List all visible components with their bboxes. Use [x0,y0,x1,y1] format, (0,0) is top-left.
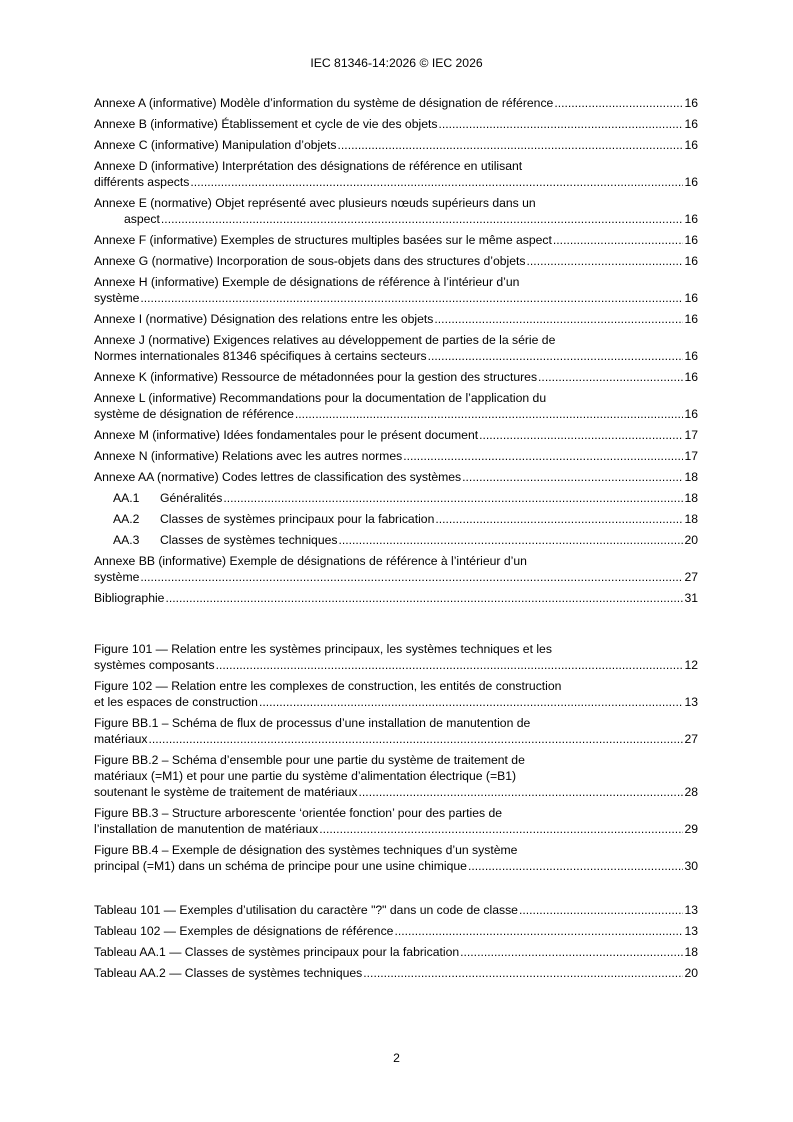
toc-entry-title [113,532,337,548]
toc-entry-table[interactable] [94,944,698,960]
toc-entry-title: système de désignation de référence [94,407,294,421]
toc-entry-annex[interactable] [94,253,698,269]
toc-entry-line [94,348,698,364]
toc-entry-title: Annexe G (normative) Incorporation de sous-objets dans des structures d’objets [94,254,526,268]
toc-entry-annex[interactable] [94,116,698,132]
toc-entry-title: principal (=M1) dans un schéma de principe pour une usine chimique [94,859,467,873]
toc-entry-line [113,490,698,506]
toc-entry-figure[interactable] [94,641,698,673]
toc-entry-line-1: Annexe D (informative) Interprétation des désignations de référence en utilisant [94,159,523,173]
toc-entry-figure[interactable] [94,752,698,800]
toc-entry-title: Annexe I (normative) Désignation des relations entre les objets [94,312,434,326]
toc-entry-line [94,116,698,132]
toc-entry-title: systèmes composants [94,658,215,672]
toc-entry-line-2: matériaux (=M1) et pour une partie du système d’alimentation électrique (=B1) [94,769,517,783]
subsection-number: AA.3 [113,533,140,547]
toc-entry-title [113,490,222,506]
toc-entry-line [94,784,698,800]
dot-leader [538,369,683,385]
toc-page-number: 16 [684,254,698,268]
toc-entry-title: Annexe C (informative) Manipulation d’objets [94,138,337,152]
toc-entry-line [94,731,698,747]
toc-page-number: 20 [684,966,698,980]
toc-entry-line [94,427,698,443]
toc-entry-annex[interactable] [94,158,698,190]
toc-page-number: 16 [684,349,698,363]
subsection-title: Classes de systèmes principaux pour la fabrication [160,512,435,526]
toc-page-number: 16 [684,96,698,110]
toc-entry-title: Annexe AA (normative) Codes lettres de classification des systèmes [94,470,462,484]
toc-entry-title: Annexe F (informative) Exemples de structures multiples basées sur le même aspect [94,233,552,247]
toc-entry-title: matériaux [94,732,148,746]
dot-leader [165,590,683,606]
toc-entry-line [94,369,698,385]
toc-page-number: 28 [684,785,698,799]
toc-entry-title: Annexe B (informative) Établissement et cycle de vie des objets [94,117,438,131]
toc-page-number: 31 [684,591,698,605]
toc-page-number: 13 [684,924,698,938]
subsection-number: AA.1 [113,491,140,505]
toc-figures [94,641,698,879]
toc-entry-annex-bb[interactable] [94,553,698,585]
toc-entry-title: et les espaces de construction [94,695,258,709]
dot-leader [190,174,683,190]
toc-entry-line [94,95,698,111]
toc-entry-line [94,902,698,918]
toc-entry-line-1: Figure BB.2 – Schéma d’ensemble pour une partie du système de traitement de [94,753,525,767]
toc-entry-bibliography[interactable] [94,590,698,606]
toc-entry-table[interactable] [94,923,698,939]
dot-leader [338,137,684,153]
toc-entry-annex[interactable] [94,427,698,443]
toc-entry-line [94,469,698,485]
dot-leader [149,731,684,747]
dot-leader [140,290,683,306]
toc-annexes [94,95,698,611]
toc-entry-line-1: Figure 101 — Relation entre les systèmes principaux, les systèmes techniques et les [94,642,552,656]
toc-entry-line [94,965,698,981]
toc-entry-annex[interactable] [94,332,698,364]
toc-entry-title: Annexe K (informative) Ressource de métadonnées pour la gestion des structures [94,370,538,384]
toc-entry-annex[interactable] [94,390,698,422]
dot-leader [295,406,684,422]
toc-page-number: 16 [684,233,698,247]
dot-leader [161,211,684,227]
toc-entry-line [94,406,698,422]
toc-page-number: 16 [684,212,698,226]
toc-tables [94,902,698,986]
dot-leader [434,311,683,327]
toc-entry-subsection[interactable] [94,490,698,506]
toc-entry-line-1: Annexe BB (informative) Exemple de désignations de référence à l’intérieur d’un [94,554,527,568]
toc-entry-title: soutenant le système de traitement de matériaux [94,785,358,799]
toc-entry-title: Tableau AA.2 — Classes de systèmes techniques [94,966,363,980]
toc-page-number: 18 [684,470,698,484]
toc-entry-line-1: Annexe L (informative) Recommandations pour la documentation de l’application du [94,391,547,405]
toc-entry-annex[interactable] [94,137,698,153]
toc-page-number: 29 [684,822,698,836]
toc-entry-line [94,137,698,153]
dot-leader [319,821,683,837]
toc-entry-line-1: Figure BB.4 – Exemple de désignation des systèmes techniques d’un système [94,843,518,857]
dot-leader [363,965,683,981]
toc-entry-line-1: Figure BB.3 – Structure arborescente ‘orientée fonction’ pour des parties de [94,806,503,820]
toc-page-number: 30 [684,859,698,873]
toc-entry-title: système [94,570,140,584]
dot-leader [140,569,683,585]
toc-page-number: 16 [684,138,698,152]
toc-entry-line [94,232,698,248]
toc-entry-line [94,923,698,939]
dot-leader [435,511,683,527]
dot-leader [259,694,683,710]
toc-entry-annex[interactable] [94,448,698,464]
dot-leader [428,348,684,364]
page-header: IEC 81346-14:2026 © IEC 2026 [310,56,483,70]
toc-entry-line [94,253,698,269]
toc-page-number: 27 [684,570,698,584]
toc-entry-line [113,532,698,548]
dot-leader [460,944,683,960]
toc-entry-line [94,694,698,710]
toc-page-number: 18 [684,945,698,959]
toc-entry-line [94,174,698,190]
toc-entry-title: Normes internationales 81346 spécifiques à certains secteurs [94,349,427,363]
toc-entry-subsection[interactable] [94,511,698,527]
toc-entry-table[interactable] [94,902,698,918]
toc-entry-title: Annexe N (informative) Relations avec les autres normes [94,449,403,463]
dot-leader [553,232,684,248]
toc-entry-figure[interactable] [94,842,698,874]
toc-entry-line-1: Figure 102 — Relation entre les complexes de construction, les entités de construction [94,679,562,693]
toc-entry-title: Tableau AA.1 — Classes de systèmes principaux pour la fabrication [94,945,460,959]
dot-leader [519,902,683,918]
toc-entry-annex[interactable] [94,274,698,306]
dot-leader [554,95,683,111]
dot-leader [462,469,683,485]
toc-entry-line-1: Annexe J (normative) Exigences relatives au développement de parties de la série de [94,333,556,347]
toc-page-number: 16 [684,117,698,131]
toc-page-number: 17 [684,428,698,442]
toc-entry-line-1: Figure BB.1 – Schéma de flux de processus d’une installation de manutention de [94,716,531,730]
toc-entry-subsection[interactable] [94,532,698,548]
dot-leader [338,532,683,548]
subsection-title: Classes de systèmes techniques [160,533,338,547]
toc-entry-figure[interactable] [94,678,698,710]
toc-page-number: 13 [684,695,698,709]
toc-page-number: 12 [684,658,698,672]
toc-entry-line [94,821,698,837]
dot-leader [438,116,683,132]
toc-entry-line [94,448,698,464]
toc-entry-title: l’installation de manutention de matériaux [94,822,319,836]
toc-entry-line-1: Annexe H (informative) Exemple de désignations de référence à l’intérieur d’un [94,275,520,289]
dot-leader [403,448,683,464]
toc-entry-annex[interactable] [94,195,698,227]
toc-entry-annex[interactable] [94,369,698,385]
toc-entry-figure[interactable] [94,715,698,747]
toc-entry-line [94,311,698,327]
dot-leader [468,858,683,874]
toc-entry-title: système [94,291,140,305]
toc-entry-line-1: Annexe E (normative) Objet représenté avec plusieurs nœuds supérieurs dans un [94,196,536,210]
dot-leader [479,427,683,443]
toc-entry-line [94,211,698,227]
toc-page-number: 17 [684,449,698,463]
toc-entry-title: Annexe M (informative) Idées fondamentales pour le présent document [94,428,479,442]
dot-leader [359,784,684,800]
toc-entry-line [94,944,698,960]
subsection-number: AA.2 [113,512,140,526]
toc-entry-title: Tableau 102 — Exemples de désignations de référence [94,924,394,938]
toc-entry-line [113,511,698,527]
dot-leader [216,657,684,673]
dot-leader [527,253,684,269]
dot-leader [394,923,683,939]
toc-entry-title: Annexe A (informative) Modèle d’information du système de désignation de référence [94,96,554,110]
page-number: 2 [393,1051,400,1065]
toc-entry-title: Bibliographie [94,591,165,605]
toc-entry-annex[interactable] [94,232,698,248]
toc-entry-figure[interactable] [94,805,698,837]
toc-entry-title [113,511,434,527]
toc-page-number: 16 [684,312,698,326]
toc-page-number: 16 [684,370,698,384]
toc-entry-line [94,657,698,673]
toc-page-number: 16 [684,175,698,189]
toc-entry-title: différents aspects [94,175,190,189]
toc-page-number: 13 [684,903,698,917]
toc-page-number: 18 [684,512,698,526]
toc-page-number: 27 [684,732,698,746]
toc-entry-annex[interactable] [94,469,698,485]
toc-page-number: 16 [684,291,698,305]
toc-page-number: 18 [684,491,698,505]
subsection-title: Généralités [160,491,223,505]
toc-entry-title: aspect [124,212,160,226]
toc-entry-line [94,858,698,874]
dot-leader [223,490,683,506]
toc-page-number: 20 [684,533,698,547]
toc-entry-title: Tableau 101 — Exemples d’utilisation du caractère "?" dans un code de classe [94,903,518,917]
toc-entry-table[interactable] [94,965,698,981]
toc-entry-line [94,290,698,306]
toc-entry-annex[interactable] [94,311,698,327]
toc-entry-annex[interactable] [94,95,698,111]
toc-page-number: 16 [684,407,698,421]
